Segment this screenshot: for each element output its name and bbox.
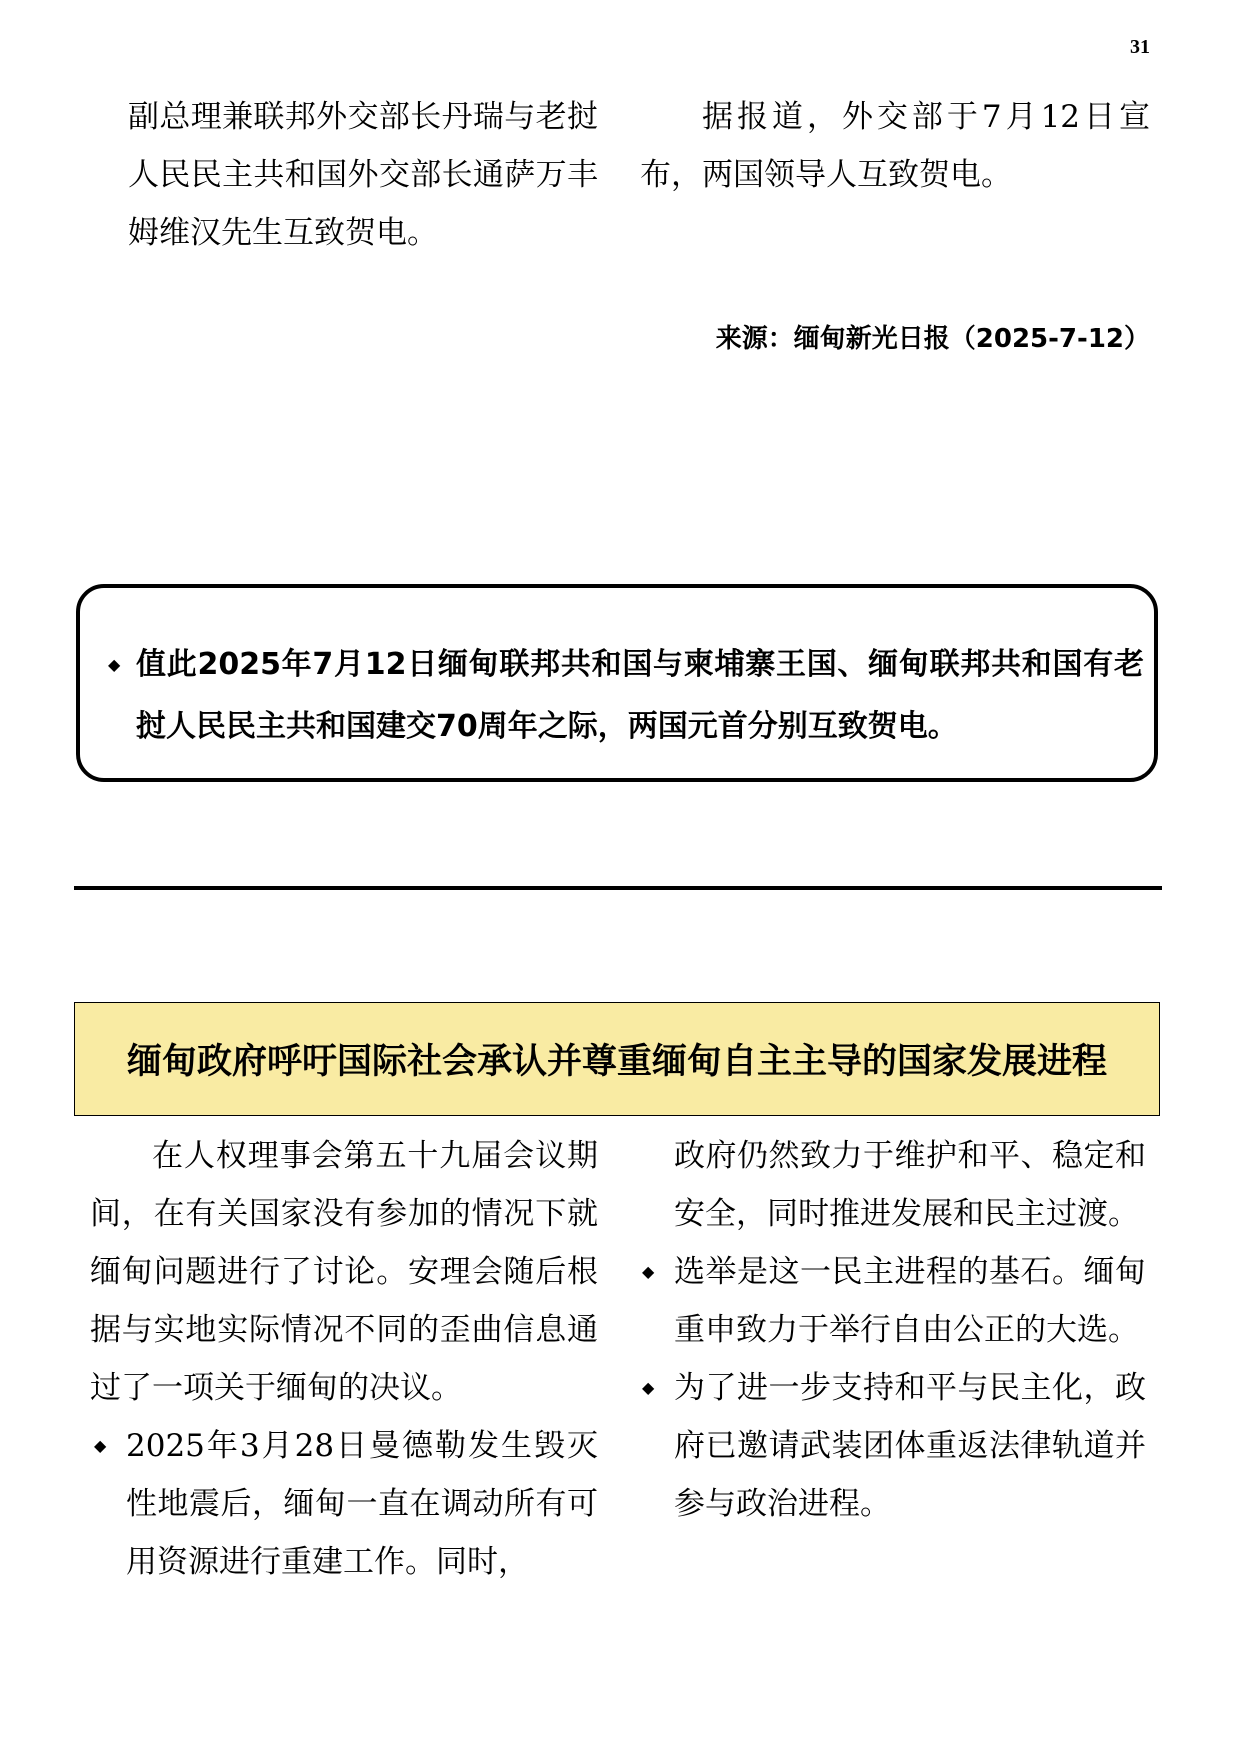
article1-source: 来源：缅甸新光日报（2025-7-12） — [715, 324, 1150, 354]
diamond-bullet-icon: ◆ — [108, 655, 121, 674]
page-number: 31 — [1130, 36, 1150, 58]
highlight-note-box — [76, 584, 1158, 782]
article2-bullet-2-text: 选举是这一民主进程的基石。缅甸重申致力于举行自由公正的大选。 — [674, 1254, 1146, 1348]
article1-right-paragraph: 据报道，外交部于7月12日宣布，两国领导人互致贺电。 — [640, 99, 1150, 193]
article2-left-column — [90, 1127, 598, 1591]
article1-left-column — [128, 88, 598, 262]
article2-intro: 在人权理事会第五十九届会议期间，在有关国家没有参加的情况下就缅甸问题进行了讨论。安理会随后根据与实地实际情况不同的歪曲信息通过了一项关于缅甸的决议。 — [90, 1138, 598, 1406]
note-bullet — [94, 634, 1144, 758]
article2-bullet-3-text: 为了进一步支持和平与民主化，政府已邀请武装团体重返法律轨道并参与政治进程。 — [674, 1370, 1146, 1522]
article2-headline: 缅甸政府呼吁国际社会承认并尊重缅甸自主主导的国家发展进程 — [126, 1042, 1107, 1082]
section-divider — [74, 886, 1162, 890]
note-text: 值此2025年7月12日缅甸联邦共和国与柬埔寨王国、缅甸联邦共和国有老挝人民民主共和国建交70周年之际，两国元首分别互致贺电。 — [136, 647, 1144, 744]
diamond-bullet-icon: ◆ — [642, 1262, 655, 1281]
article1-left-paragraph: 副总理兼联邦外交部长丹瑞与老挝人民民主共和国外交部长通萨万丰姆维汉先生互致贺电。 — [128, 99, 598, 251]
diamond-bullet-icon: ◆ — [642, 1378, 655, 1397]
article1-right-column — [640, 88, 1150, 204]
article2-bullet-1-text: 2025年3月28日曼德勒发生毁灭性地震后，缅甸一直在调动所有可用资源进行重建工作。同时， — [126, 1428, 598, 1580]
headline-banner — [74, 1002, 1160, 1116]
article2-bullet-1 — [90, 1417, 598, 1591]
article2-bullet-3 — [638, 1359, 1146, 1533]
article2-right-column — [638, 1127, 1146, 1533]
article2-bullet-1-continued: 政府仍然致力于维护和平、稳定和安全，同时推进发展和民主过渡。 — [674, 1138, 1146, 1232]
diamond-bullet-icon: ◆ — [94, 1436, 107, 1455]
article2-bullet-2 — [638, 1243, 1146, 1359]
